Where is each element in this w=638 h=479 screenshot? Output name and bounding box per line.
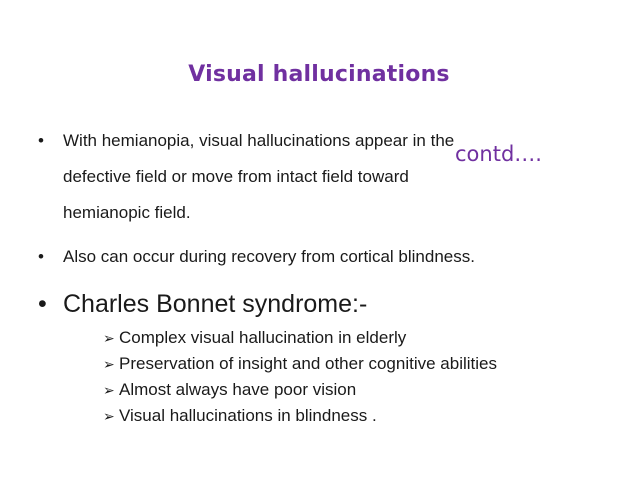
sub-item-1-text: Complex visual hallucination in elderly	[119, 328, 407, 347]
arrow-bullet-icon: ➢	[103, 330, 115, 346]
arrow-bullet-icon: ➢	[103, 382, 115, 398]
contd-label: contd….	[455, 142, 542, 166]
bullet-marker: •	[38, 290, 47, 318]
arrow-bullet-icon: ➢	[103, 356, 115, 372]
bullet-marker: •	[38, 247, 44, 266]
sub-item-4-text: Visual hallucinations in blindness .	[119, 406, 377, 425]
arrow-bullet-icon: ➢	[103, 408, 115, 424]
bullet-3-line-1: Charles Bonnet syndrome:-	[63, 290, 368, 318]
bullet-marker: •	[38, 131, 44, 150]
bullet-2-line-1: Also can occur during recovery from cortical blindness.	[63, 247, 475, 266]
bullet-1-line-3: hemianopic field.	[63, 203, 191, 222]
sub-item-3-text: Almost always have poor vision	[119, 380, 357, 399]
sub-item-1	[103, 325, 406, 351]
sub-item-4	[103, 403, 377, 429]
sub-item-2-text: Preservation of insight and other cognitive abilities	[119, 354, 497, 373]
slide-title: Visual hallucinations	[188, 62, 450, 87]
sub-item-3	[103, 377, 356, 403]
sub-item-2	[103, 351, 497, 377]
bullet-1-line-1: With hemianopia, visual hallucinations appear in the	[63, 131, 455, 150]
bullet-1-line-2: defective field or move from intact field toward	[63, 167, 409, 186]
